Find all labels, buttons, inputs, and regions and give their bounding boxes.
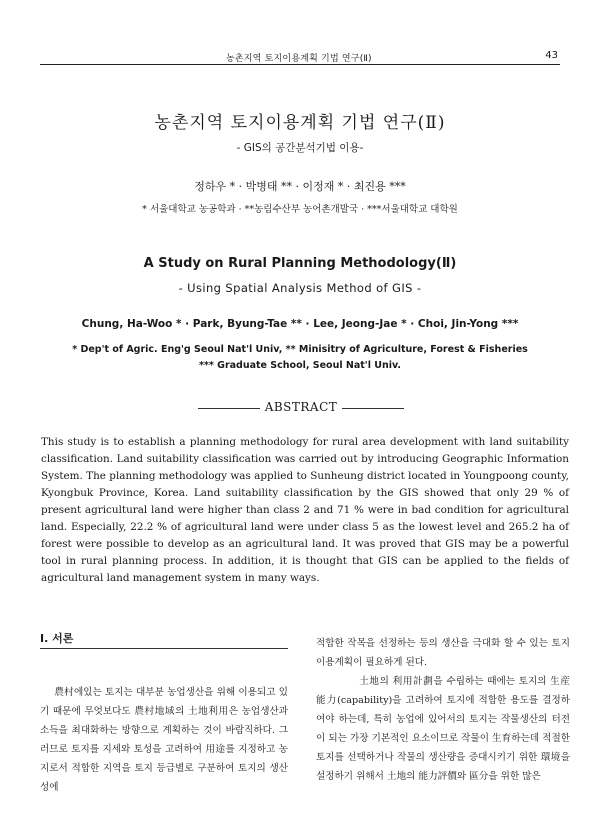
running-title: 농촌지역 토지이용계획 기법 연구(Ⅱ) [226, 54, 372, 64]
left-column-paragraph: 農村에있는 토지는 대부분 농업생산을 위해 이용되고 있기 때문에 무엇보다도 農村地域의 土地利用은 농업생산과 소득을 최대화하는 방향으로 계획하는 것이 바람직하다. 그러므로 토지를 지세와 토성을 고려하여 用途를 지정하고 농지로서 적합한 지역을 토지 등급별로 구분하여 토지의 생산성에 [40, 687, 288, 793]
right-column-paragraph-2: 土地의 利用計劃을 수립하는 때에는 토지의 生産能力(capability)을 고려하여 토지에 적합한 용도를 결정하여야 하는데, 특히 농업에 있어서의 토지는 작물생산의 터전이 되는 가장 기본적인 요소이므로 작물이 生育하는데 적절한 토지를 선택하거나 작물의 생산량을 증대시키기 위한 環境을 설정하기 위해서 土地의 能力評價와 區分을 위한 많은 [316, 676, 570, 782]
korean-authors: 정하우 * · 박병태 ** · 이정재 * · 최진용 *** [194, 180, 406, 193]
abstract-text: This study is to establish a planning methodology for rural area development with land suitability classification. Land suitability classification was carried out by introducing Geographic Information System. The planning methodology was applied to Sunheung district located in Youngpoong county, Kyongbuk Province, Korea. Land suitability classification by the GIS showed that only 29 % of present agricultural land were higher than class 2 and 71 % were in bad condition for agricultural land. Especially, 22.2 % of agricultural land were under class 5 as the lowest level and 265.2 ha of forest were possible to develop as an agricultural land. It was proved that GIS may be a powerful tool in rural planning process. In addition, it is thought that GIS can be applied to the fields of agricultural land management system in many ways. [41, 436, 569, 584]
abstract-heading-row [0, 400, 600, 420]
korean-affiliations: * 서울대학교 농공학과 · **농림수산부 농어촌개발국 · ***서울대학교 대학원 [142, 204, 458, 215]
english-subtitle: - Using Spatial Analysis Method of GIS - [178, 281, 422, 295]
english-title: A Study on Rural Planning Methodology(Ⅱ) [143, 256, 457, 271]
right-column-paragraph-1: 적합한 작목을 선정하는 등의 생산을 극대화 할 수 있는 토지이용계획이 필요하게 된다. [316, 638, 570, 668]
english-affiliation-line2: *** Graduate School, Seoul Nat'l Univ. [198, 360, 402, 371]
english-affiliation-line1: * Dep't of Agric. Eng'g Seoul Nat'l Univ, ** Minisitry of Agriculture, Forest & Fisheries [72, 344, 528, 355]
abstract-rule-left [198, 408, 260, 409]
abstract-heading: ABSTRACT [264, 400, 338, 414]
running-header [40, 50, 560, 65]
abstract-rule-right [342, 408, 404, 409]
korean-title: 농촌지역 토지이용계획 기법 연구(Ⅱ) [154, 113, 446, 133]
page-number: 43 [545, 50, 558, 61]
english-authors: Chung, Ha-Woo * · Park, Byung-Tae ** · Lee, Jeong-Jae * · Choi, Jin-Yong *** [81, 318, 519, 330]
section-title: Ⅰ. 서론 [40, 632, 74, 645]
korean-subtitle: - GIS의 공간분석기법 이용- [236, 142, 364, 154]
section-rule [40, 648, 288, 649]
right-column [316, 634, 570, 786]
